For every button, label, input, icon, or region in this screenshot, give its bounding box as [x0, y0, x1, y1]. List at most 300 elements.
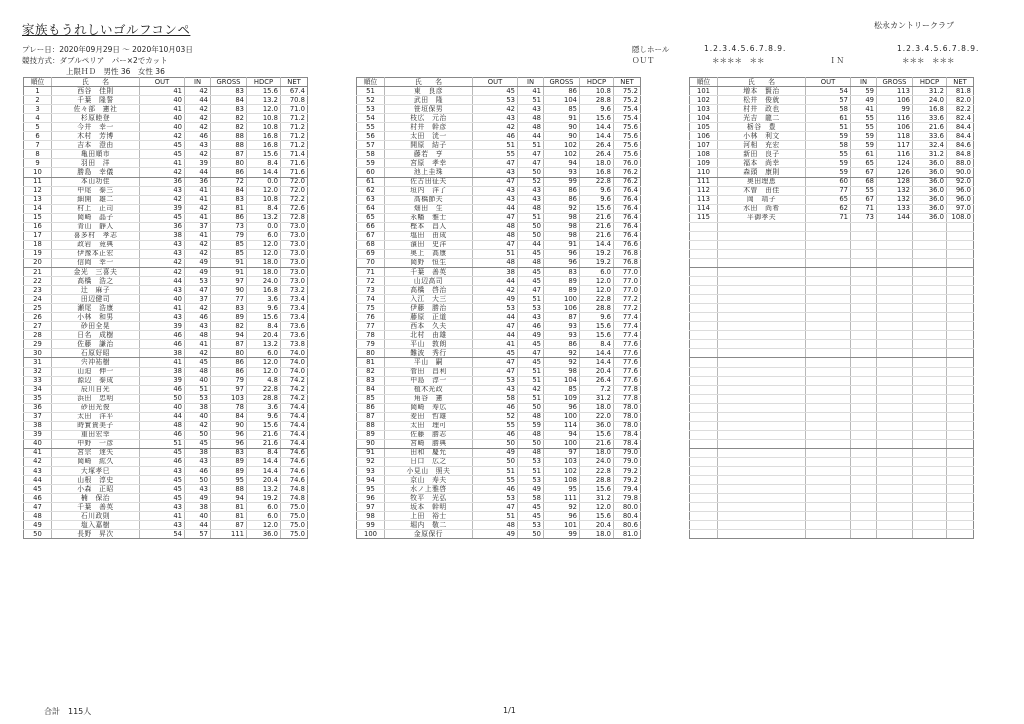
cell-gross: 100	[544, 412, 580, 421]
cell-name: 宮原 孝幸	[385, 159, 473, 168]
cell-out: 48	[473, 222, 518, 231]
cell-out: 43	[473, 114, 518, 123]
cell-out: 51	[473, 512, 518, 521]
cell-out: 49	[473, 295, 518, 304]
cell-out: 44	[473, 331, 518, 340]
cell-gross: 88	[211, 485, 247, 494]
cell-name	[718, 467, 806, 476]
cell-in	[851, 367, 877, 376]
table-row	[24, 114, 308, 123]
cell-hdcp: 16.8	[247, 132, 281, 141]
cell-gross: 97	[211, 385, 247, 394]
cell-in	[851, 358, 877, 367]
cell-net: 77.6	[614, 358, 641, 367]
cell-name	[718, 349, 806, 358]
cell-name	[718, 521, 806, 530]
cell-gross	[877, 340, 913, 349]
cell-in: 45	[185, 439, 211, 448]
cell-hdcp	[913, 322, 947, 331]
table-row	[357, 421, 641, 430]
table-row	[357, 322, 641, 331]
cell-gross: 96	[544, 512, 580, 521]
cell-net: 74.8	[281, 494, 308, 503]
table-row	[24, 340, 308, 349]
cell-gross	[877, 249, 913, 258]
cell-name: 千葉 善英	[385, 267, 473, 276]
cell-gross: 144	[877, 213, 913, 222]
cell-out	[806, 494, 851, 503]
cell-name: 辻 麻子	[52, 286, 140, 295]
cell-hdcp: 15.6	[247, 150, 281, 159]
table-row	[690, 304, 974, 313]
cell-net	[947, 277, 974, 286]
cell-out	[806, 503, 851, 512]
cell-rank: 21	[24, 267, 52, 276]
cell-gross: 96	[211, 430, 247, 439]
cell-out: 46	[140, 331, 185, 340]
cell-hdcp: 10.8	[247, 114, 281, 123]
cell-name: 佐藤 謙治	[52, 340, 140, 349]
cell-rank: 66	[357, 222, 385, 231]
table-row	[690, 195, 974, 204]
cell-net	[947, 367, 974, 376]
table-row	[357, 295, 641, 304]
cell-net	[947, 358, 974, 367]
table-row	[24, 295, 308, 304]
cell-name	[718, 358, 806, 367]
cell-name: 畑田 生	[385, 204, 473, 213]
cell-gross: 93	[544, 168, 580, 177]
cell-in: 48	[518, 430, 544, 439]
cell-in: 46	[185, 132, 211, 141]
table-row	[357, 277, 641, 286]
cell-rank	[690, 403, 718, 412]
table-row	[690, 159, 974, 168]
cell-rank: 110	[690, 168, 718, 177]
cell-in: 59	[851, 141, 877, 150]
cell-rank: 15	[24, 213, 52, 222]
cell-net: 96.0	[947, 195, 974, 204]
cell-in: 68	[851, 177, 877, 186]
cell-net	[947, 349, 974, 358]
cell-gross: 85	[211, 249, 247, 258]
cell-rank	[690, 439, 718, 448]
cell-rank: 68	[357, 240, 385, 249]
cell-name: 水ノ上雅啓	[385, 485, 473, 494]
cell-name: 高橋節夫	[385, 195, 473, 204]
cell-gross: 83	[211, 105, 247, 114]
cell-hdcp: 3.6	[247, 295, 281, 304]
cell-net	[947, 412, 974, 421]
table-row	[690, 331, 974, 340]
cell-out: 55	[806, 150, 851, 159]
cell-rank	[690, 467, 718, 476]
cell-gross: 85	[211, 240, 247, 249]
cell-in	[851, 394, 877, 403]
table-row	[690, 467, 974, 476]
table-row	[690, 213, 974, 222]
cell-in	[851, 430, 877, 439]
cell-out: 41	[140, 358, 185, 367]
table-header-row	[24, 78, 308, 87]
cell-net: 74.6	[281, 476, 308, 485]
cell-name: 長野 昇次	[52, 530, 140, 539]
table-row	[357, 358, 641, 367]
cell-net	[947, 304, 974, 313]
cell-hdcp: 36.0	[580, 421, 614, 430]
cell-hdcp: 15.6	[580, 322, 614, 331]
cell-hdcp	[913, 521, 947, 530]
cell-hdcp: 18.0	[247, 258, 281, 267]
cell-name: 麦田 哲雄	[385, 412, 473, 421]
cell-net: 70.8	[281, 96, 308, 105]
cell-name: 村井 幹彦	[385, 123, 473, 132]
cell-out: 38	[473, 267, 518, 276]
cell-in: 36	[185, 177, 211, 186]
cell-out: 71	[806, 213, 851, 222]
cell-in: 49	[185, 494, 211, 503]
cell-name: 石原好昭	[52, 349, 140, 358]
cell-out: 52	[473, 412, 518, 421]
cell-net: 71.2	[281, 141, 308, 150]
cell-rank: 108	[690, 150, 718, 159]
table-row	[690, 132, 974, 141]
cell-net: 72.2	[281, 195, 308, 204]
cell-gross: 126	[877, 168, 913, 177]
table-header-row	[357, 78, 641, 87]
cell-net: 71.2	[281, 123, 308, 132]
cell-net: 76.8	[614, 249, 641, 258]
cell-rank: 80	[357, 349, 385, 358]
cell-in: 44	[518, 240, 544, 249]
cell-rank	[690, 376, 718, 385]
cell-out	[806, 231, 851, 240]
cell-name: 堀内 敬二	[385, 521, 473, 530]
cell-hdcp	[913, 249, 947, 258]
in-label: ＩＮ	[829, 56, 844, 65]
cell-rank: 49	[24, 521, 52, 530]
cell-name: 中野 一彦	[52, 439, 140, 448]
cell-name: 坂本 幹明	[385, 503, 473, 512]
cell-name: 信岡 幸一	[52, 258, 140, 267]
table-row	[24, 96, 308, 105]
cell-gross	[877, 494, 913, 503]
cell-name: 小森 正昭	[52, 485, 140, 494]
cell-name: 藤原 正道	[385, 313, 473, 322]
cell-gross: 106	[877, 96, 913, 105]
cell-hdcp	[913, 385, 947, 394]
cell-rank: 8	[24, 150, 52, 159]
table-row	[24, 512, 308, 521]
table-row	[24, 412, 308, 421]
cell-gross	[877, 258, 913, 267]
cell-gross: 95	[544, 485, 580, 494]
table-row	[24, 105, 308, 114]
table-row	[357, 132, 641, 141]
cell-rank: 2	[24, 96, 52, 105]
cell-out: 44	[473, 204, 518, 213]
cell-out: 48	[473, 231, 518, 240]
cell-hdcp: 13.2	[247, 340, 281, 349]
cell-net	[947, 457, 974, 466]
cell-out: 45	[140, 213, 185, 222]
cell-rank: 90	[357, 439, 385, 448]
cell-in: 42	[185, 114, 211, 123]
cell-rank: 19	[24, 249, 52, 258]
cell-net: 76.0	[614, 159, 641, 168]
cell-out	[806, 331, 851, 340]
cell-name: 平山 敦朗	[385, 340, 473, 349]
cell-gross	[877, 367, 913, 376]
table-row	[357, 367, 641, 376]
cell-rank: 20	[24, 258, 52, 267]
cell-rank	[690, 512, 718, 521]
cell-name	[718, 385, 806, 394]
cell-hdcp: 14.4	[247, 168, 281, 177]
cell-net	[947, 295, 974, 304]
cell-out: 50	[473, 439, 518, 448]
cell-in: 53	[518, 476, 544, 485]
cell-rank: 94	[357, 476, 385, 485]
cell-rank: 115	[690, 213, 718, 222]
cell-rank: 82	[357, 367, 385, 376]
cell-rank	[690, 240, 718, 249]
table-row	[357, 96, 641, 105]
cell-gross: 117	[877, 141, 913, 150]
cell-in	[851, 340, 877, 349]
cell-name	[718, 331, 806, 340]
cell-out: 46	[473, 132, 518, 141]
cell-gross: 118	[877, 132, 913, 141]
cell-hdcp: 13.2	[247, 96, 281, 105]
cell-net: 72.0	[281, 177, 308, 186]
cell-net: 74.4	[281, 421, 308, 430]
table-row	[357, 313, 641, 322]
cell-gross: 116	[877, 114, 913, 123]
cell-hdcp: 0.0	[247, 177, 281, 186]
cell-out: 45	[140, 150, 185, 159]
cell-out: 51	[473, 467, 518, 476]
cell-rank: 16	[24, 222, 52, 231]
cell-in: 53	[185, 277, 211, 286]
cell-net: 75.6	[614, 132, 641, 141]
cell-out	[806, 304, 851, 313]
table-row	[24, 186, 308, 195]
cell-hdcp	[913, 358, 947, 367]
cell-rank	[690, 385, 718, 394]
cell-name: 太田 理可	[385, 421, 473, 430]
cell-in: 45	[518, 267, 544, 276]
table-row	[24, 394, 308, 403]
cell-in: 59	[851, 87, 877, 96]
cell-name	[718, 476, 806, 485]
cell-hdcp	[913, 512, 947, 521]
cell-hdcp: 12.0	[247, 367, 281, 376]
cell-out: 43	[140, 467, 185, 476]
cell-rank: 4	[24, 114, 52, 123]
cell-in: 59	[518, 421, 544, 430]
cell-gross: 94	[211, 494, 247, 503]
cell-gross	[877, 530, 913, 539]
cell-net: 73.6	[281, 331, 308, 340]
cell-name	[718, 439, 806, 448]
table-row	[24, 494, 308, 503]
cell-name: 佐藤 勝志	[385, 430, 473, 439]
cell-hdcp: 36.0	[913, 195, 947, 204]
column-header-name: 氏 名	[718, 78, 806, 87]
column-header-out: OUT	[140, 78, 185, 87]
cell-net: 76.4	[614, 195, 641, 204]
cell-name: 村上 正司	[52, 204, 140, 213]
cell-gross: 84	[211, 412, 247, 421]
cell-name	[718, 412, 806, 421]
cell-gross: 81	[211, 503, 247, 512]
cell-net: 74.6	[281, 467, 308, 476]
cell-hdcp: 36.0	[913, 168, 947, 177]
cell-hdcp: 12.0	[247, 358, 281, 367]
cell-in	[851, 494, 877, 503]
cell-in	[851, 530, 877, 539]
cell-rank: 17	[24, 231, 52, 240]
cell-net: 74.4	[281, 439, 308, 448]
cell-name	[718, 240, 806, 249]
cell-name: 塩入嘉樹	[52, 521, 140, 530]
cell-out: 38	[140, 367, 185, 376]
cell-hdcp	[913, 394, 947, 403]
cell-rank: 62	[357, 186, 385, 195]
cell-gross: 88	[211, 141, 247, 150]
cell-rank: 27	[24, 322, 52, 331]
cell-out: 51	[473, 249, 518, 258]
cell-name: 永幡 雅士	[385, 213, 473, 222]
cell-net	[947, 240, 974, 249]
cell-gross: 98	[544, 213, 580, 222]
cell-rank: 13	[24, 195, 52, 204]
cell-out	[806, 267, 851, 276]
cell-in: 51	[518, 376, 544, 385]
table-row	[24, 240, 308, 249]
cell-rank: 60	[357, 168, 385, 177]
cell-gross	[877, 421, 913, 430]
cell-in	[851, 439, 877, 448]
cell-name	[718, 304, 806, 313]
cell-gross	[877, 313, 913, 322]
cell-name: 宮宗 達矢	[52, 448, 140, 457]
cell-gross: 86	[211, 168, 247, 177]
cell-in: 47	[518, 349, 544, 358]
table-row	[24, 87, 308, 96]
cell-in: 51	[518, 295, 544, 304]
cell-hdcp: 14.4	[580, 358, 614, 367]
cell-out: 51	[806, 123, 851, 132]
cell-net: 76.4	[614, 204, 641, 213]
cell-net	[947, 231, 974, 240]
cell-in: 58	[518, 494, 544, 503]
table-row	[357, 168, 641, 177]
cell-rank: 112	[690, 186, 718, 195]
cell-rank: 89	[357, 430, 385, 439]
cell-out: 39	[140, 204, 185, 213]
cell-net: 79.2	[614, 467, 641, 476]
cell-hdcp: 15.6	[580, 430, 614, 439]
cell-name	[718, 231, 806, 240]
cell-hdcp: 22.8	[580, 177, 614, 186]
handicap-limit: 上限ＨＤ 男性 36 女性 36	[66, 67, 165, 76]
cell-rank: 113	[690, 195, 718, 204]
cell-hdcp	[913, 286, 947, 295]
cell-out	[806, 376, 851, 385]
table-row	[24, 313, 308, 322]
in-marks: ＊＊＊ ＊＊＊	[902, 56, 955, 65]
cell-out: 45	[140, 485, 185, 494]
cell-net: 82.4	[947, 114, 974, 123]
cell-out	[806, 258, 851, 267]
cell-gross: 132	[877, 186, 913, 195]
cell-name: 羽田 洋	[52, 159, 140, 168]
cell-name	[718, 430, 806, 439]
cell-out: 58	[473, 394, 518, 403]
cell-in	[851, 421, 877, 430]
cell-name	[718, 530, 806, 539]
cell-hdcp: 21.6	[913, 123, 947, 132]
cell-in: 49	[518, 485, 544, 494]
cell-hdcp: 19.2	[580, 249, 614, 258]
column-header-net: NET	[614, 78, 641, 87]
cell-gross: 95	[211, 476, 247, 485]
cell-out: 40	[140, 96, 185, 105]
cell-out: 41	[140, 159, 185, 168]
cell-net: 79.4	[614, 485, 641, 494]
cell-gross: 91	[211, 267, 247, 276]
cell-hdcp: 6.0	[247, 503, 281, 512]
cell-net: 73.0	[281, 267, 308, 276]
column-header-gross: GROSS	[211, 78, 247, 87]
cell-in	[851, 240, 877, 249]
cell-out: 45	[140, 494, 185, 503]
cell-in	[851, 467, 877, 476]
cell-rank: 40	[24, 439, 52, 448]
cell-net: 77.6	[614, 340, 641, 349]
column-header-rank: 順位	[24, 78, 52, 87]
table-row	[24, 349, 308, 358]
table-row	[357, 114, 641, 123]
table-row	[24, 249, 308, 258]
cell-gross: 114	[544, 421, 580, 430]
cell-hdcp: 20.4	[247, 331, 281, 340]
cell-out: 51	[473, 141, 518, 150]
cell-out	[806, 412, 851, 421]
table-row	[690, 240, 974, 249]
cell-name: 岡崎 紘久	[52, 457, 140, 466]
cell-rank: 81	[357, 358, 385, 367]
cell-out: 55	[473, 476, 518, 485]
cell-rank	[690, 421, 718, 430]
cell-net: 73.0	[281, 231, 308, 240]
table-row	[24, 304, 308, 313]
cell-in: 45	[518, 503, 544, 512]
cell-in: 44	[185, 168, 211, 177]
cell-net: 71.2	[281, 114, 308, 123]
cell-hdcp: 12.0	[580, 286, 614, 295]
cell-hdcp: 36.0	[913, 186, 947, 195]
table-row	[690, 494, 974, 503]
cell-out: 41	[140, 304, 185, 313]
cell-gross: 87	[211, 521, 247, 530]
cell-rank: 46	[24, 494, 52, 503]
cell-out: 47	[473, 322, 518, 331]
cell-name: 田辺健司	[52, 295, 140, 304]
cell-in: 40	[185, 512, 211, 521]
